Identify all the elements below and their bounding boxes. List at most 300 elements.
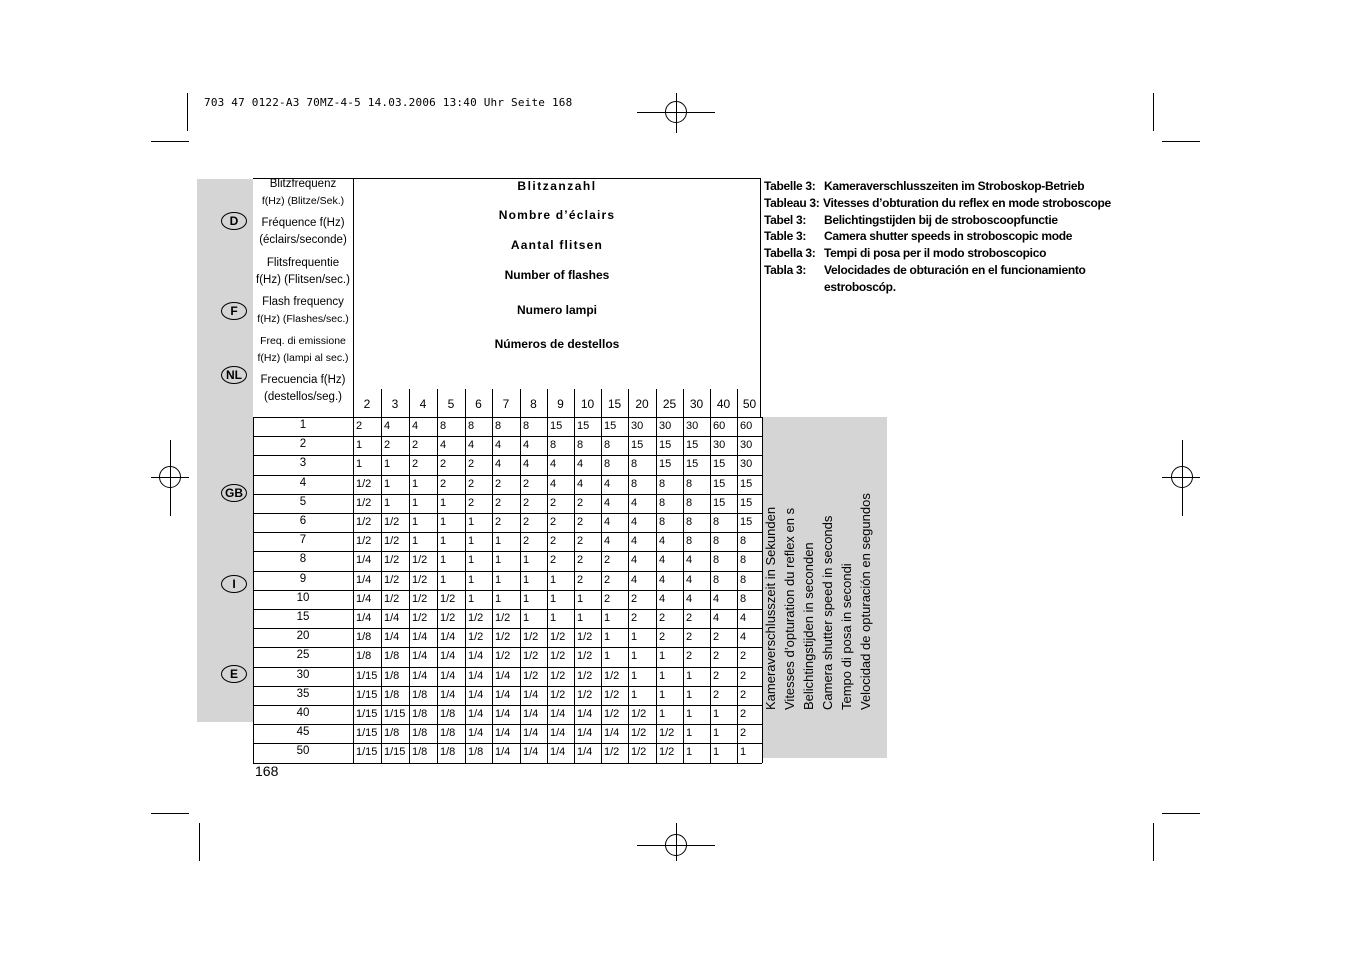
column-header-1: 3 bbox=[391, 397, 399, 411]
freq-label-it-1: Freq. di emissione bbox=[260, 335, 346, 347]
row-line bbox=[253, 455, 762, 456]
table-cell: 1/4 bbox=[550, 708, 566, 720]
column-header-3: 5 bbox=[447, 397, 455, 411]
header-separator bbox=[737, 389, 738, 417]
row-line bbox=[253, 417, 762, 418]
table-cell: 1/2 bbox=[523, 650, 539, 662]
table-cell: 8 bbox=[604, 458, 611, 470]
table-cell: 4 bbox=[659, 535, 666, 547]
table-cell: 1/2 bbox=[384, 593, 400, 605]
table-cell: 1/4 bbox=[523, 746, 539, 758]
table-cell: 2 bbox=[356, 420, 363, 432]
language-badge-nl: NL bbox=[221, 366, 247, 384]
table-cell: 8 bbox=[468, 420, 475, 432]
column-header-6: 8 bbox=[530, 397, 537, 411]
table-cell: 1/4 bbox=[550, 727, 566, 739]
language-badge-i: I bbox=[221, 575, 247, 593]
table-cell: 1/2 bbox=[412, 593, 428, 605]
table-cell: 1/4 bbox=[577, 746, 593, 758]
header-separator bbox=[520, 389, 521, 417]
row-frequency: 10 bbox=[296, 592, 310, 604]
table-cell: 8 bbox=[686, 535, 693, 547]
freq-label-de-2: f(Hz) (Blitze/Sek.) bbox=[261, 195, 345, 207]
row-frequency: 2 bbox=[299, 438, 307, 450]
table-cell: 1/2 bbox=[604, 670, 620, 682]
table-cell: 1/15 bbox=[356, 689, 378, 701]
table-cell: 2 bbox=[577, 535, 584, 547]
freq-label-es-2: (destellos/seg.) bbox=[264, 391, 342, 403]
table-cell: 2 bbox=[523, 516, 530, 528]
table-cell: 2 bbox=[468, 478, 475, 490]
table-cell: 1 bbox=[550, 612, 557, 624]
freq-label-nl-2: f(Hz) (Flitsen/sec.) bbox=[256, 274, 350, 286]
table-cell: 4 bbox=[686, 554, 693, 566]
table-cell: 1 bbox=[713, 727, 720, 739]
header-separator bbox=[492, 389, 493, 417]
header-separator bbox=[465, 389, 466, 417]
count-title-nl: Aantal flitsen bbox=[510, 238, 604, 252]
table-cell: 1 bbox=[550, 593, 557, 605]
table-cell: 8 bbox=[713, 554, 720, 566]
table-cell: 1 bbox=[550, 574, 557, 586]
table-cell: 1/4 bbox=[495, 670, 511, 682]
column-header-0: 2 bbox=[363, 397, 371, 411]
table-cell: 1 bbox=[631, 650, 638, 662]
table-cell: 60 bbox=[713, 420, 726, 432]
row-frequency: 30 bbox=[296, 669, 310, 681]
column-header-14: 50 bbox=[742, 397, 757, 411]
table-cell: 8 bbox=[631, 458, 638, 470]
table-cell: 2 bbox=[659, 612, 666, 624]
table-cell: 1/4 bbox=[356, 554, 372, 566]
table-cell: 30 bbox=[686, 420, 699, 432]
column-header-2: 4 bbox=[419, 397, 427, 411]
table-cell: 1/4 bbox=[468, 689, 484, 701]
table-cell: 4 bbox=[604, 478, 611, 490]
table-cell: 1 bbox=[495, 593, 502, 605]
table-cell: 15 bbox=[740, 516, 753, 528]
table-cell: 1/4 bbox=[577, 708, 593, 720]
table-cell: 1/4 bbox=[440, 670, 456, 682]
table-cell: 2 bbox=[686, 631, 693, 643]
table-cell: 4 bbox=[577, 478, 584, 490]
table-cell: 8 bbox=[550, 439, 557, 451]
table-cell: 8 bbox=[659, 516, 666, 528]
table-cell: 1/2 bbox=[631, 727, 647, 739]
table-cell: 1/2 bbox=[468, 612, 484, 624]
table-cell: 4 bbox=[523, 439, 530, 451]
table-cell: 1/4 bbox=[523, 689, 539, 701]
table-cell: 2 bbox=[713, 689, 720, 701]
row-frequency: 1 bbox=[299, 419, 307, 431]
flash-frequency-header bbox=[253, 179, 353, 417]
table-cell: 1 bbox=[384, 497, 391, 509]
count-title-es: Números de destellos bbox=[494, 337, 620, 351]
table-cell: 1/8 bbox=[440, 727, 456, 739]
row-frequency: 7 bbox=[299, 534, 307, 546]
table-cell: 1/4 bbox=[550, 746, 566, 758]
row-line bbox=[253, 532, 762, 533]
table-cell: 1/2 bbox=[384, 516, 400, 528]
table-cell: 2 bbox=[550, 516, 557, 528]
header-separator bbox=[409, 389, 410, 417]
freq-label-nl-1: Flitsfrequentie bbox=[266, 257, 340, 269]
table-cell: 2 bbox=[604, 593, 611, 605]
table-cell: 1/8 bbox=[468, 746, 484, 758]
table-cell: 4 bbox=[659, 593, 666, 605]
table-cell: 15 bbox=[713, 478, 726, 490]
table-cell: 2 bbox=[740, 650, 747, 662]
table-cell: 1 bbox=[468, 516, 475, 528]
table-cell: 1/4 bbox=[356, 593, 372, 605]
table-cell: 2 bbox=[550, 554, 557, 566]
table-cell: 1/2 bbox=[412, 612, 428, 624]
table-cell: 15 bbox=[686, 439, 699, 451]
table-cell: 1/4 bbox=[523, 727, 539, 739]
table-cell: 1 bbox=[713, 708, 720, 720]
table-cell: 1 bbox=[356, 439, 363, 451]
table-cell: 1/2 bbox=[577, 631, 593, 643]
row-line bbox=[253, 513, 762, 514]
row-frequency: 3 bbox=[299, 457, 307, 469]
table-cell: 15 bbox=[686, 458, 699, 470]
table-cell: 1 bbox=[686, 689, 693, 701]
table-cell: 1 bbox=[686, 670, 693, 682]
row-line bbox=[253, 743, 762, 744]
table-cell: 1/8 bbox=[412, 689, 428, 701]
table-cell: 4 bbox=[740, 631, 747, 643]
table-cell: 1/2 bbox=[577, 650, 593, 662]
table-cell: 1/2 bbox=[356, 478, 372, 490]
table-cell: 2 bbox=[550, 497, 557, 509]
column-header-5: 7 bbox=[502, 397, 510, 411]
header-separator bbox=[628, 389, 629, 417]
table-cell: 1 bbox=[604, 650, 611, 662]
table-cell: 2 bbox=[495, 478, 502, 490]
row-line bbox=[253, 551, 762, 552]
table-cell: 1 bbox=[468, 554, 475, 566]
table-cell: 2 bbox=[604, 554, 611, 566]
table-cell: 1 bbox=[468, 593, 475, 605]
table-cell: 2 bbox=[440, 458, 447, 470]
table-cell: 2 bbox=[495, 497, 502, 509]
shutter-label-es: Velocidad de opturación en segundos bbox=[858, 493, 873, 710]
table-cell: 8 bbox=[686, 478, 693, 490]
column-header-8: 10 bbox=[580, 397, 595, 411]
freq-label-gb-2: f(Hz) (Flashes/sec.) bbox=[257, 313, 349, 325]
table-cell: 1/8 bbox=[384, 670, 400, 682]
table-cell: 1/4 bbox=[468, 727, 484, 739]
table-cell: 2 bbox=[740, 708, 747, 720]
table-cell: 4 bbox=[604, 535, 611, 547]
table-cell: 1 bbox=[577, 593, 584, 605]
table-cell: 1/2 bbox=[412, 574, 428, 586]
table-cell: 60 bbox=[740, 420, 753, 432]
row-line bbox=[253, 705, 762, 706]
table-cell: 1 bbox=[356, 458, 363, 470]
table-cell: 1/2 bbox=[577, 689, 593, 701]
table-cell: 1/4 bbox=[356, 574, 372, 586]
table-cell: 1/2 bbox=[356, 497, 372, 509]
table-cell: 2 bbox=[604, 574, 611, 586]
table-cell: 1/8 bbox=[412, 727, 428, 739]
row-line bbox=[253, 667, 762, 668]
table-cell: 1/4 bbox=[495, 689, 511, 701]
table-cell: 8 bbox=[740, 593, 747, 605]
column-header-9: 15 bbox=[607, 397, 622, 411]
table-cell: 1/4 bbox=[468, 650, 484, 662]
table-cell: 1 bbox=[440, 516, 447, 528]
table-cell: 1/8 bbox=[440, 746, 456, 758]
table-cell: 8 bbox=[523, 420, 530, 432]
table-cell: 1 bbox=[659, 650, 666, 662]
table-cell: 4 bbox=[659, 574, 666, 586]
table-cell: 15 bbox=[713, 497, 726, 509]
table-cell: 1 bbox=[631, 670, 638, 682]
header-separator bbox=[601, 389, 602, 417]
table-cell: 1/2 bbox=[495, 650, 511, 662]
freq-label-de-1: Blitzfrequenz bbox=[269, 178, 337, 190]
table-cell: 1/8 bbox=[384, 727, 400, 739]
table-cell: 1/4 bbox=[440, 689, 456, 701]
table-cell: 15 bbox=[631, 439, 644, 451]
table-cell: 4 bbox=[495, 439, 502, 451]
table-cell: 1/4 bbox=[440, 631, 456, 643]
table-cell: 2 bbox=[713, 631, 720, 643]
count-title-fr: Nombre d’éclairs bbox=[498, 208, 616, 222]
row-frequency: 5 bbox=[299, 496, 307, 508]
table-cell: 30 bbox=[713, 439, 726, 451]
table-cell: 1/15 bbox=[356, 727, 378, 739]
freq-label-fr-2: (éclairs/seconde) bbox=[259, 234, 347, 246]
row-frequency: 8 bbox=[299, 553, 307, 565]
table-cell: 2 bbox=[523, 478, 530, 490]
table-cell: 1/2 bbox=[384, 554, 400, 566]
table-cell: 1 bbox=[440, 554, 447, 566]
table-cell: 1/2 bbox=[550, 650, 566, 662]
table-cell: 1/2 bbox=[440, 593, 456, 605]
table-cell: 1/2 bbox=[495, 631, 511, 643]
language-badge-gb: GB bbox=[221, 484, 247, 502]
table-cell: 4 bbox=[686, 574, 693, 586]
table-cell: 1/4 bbox=[468, 708, 484, 720]
table-cell: 1/8 bbox=[384, 650, 400, 662]
table-cell: 2 bbox=[631, 612, 638, 624]
table-cell: 1/2 bbox=[604, 746, 620, 758]
table-cell: 4 bbox=[440, 439, 447, 451]
row-line bbox=[253, 686, 762, 687]
table-cell: 2 bbox=[468, 497, 475, 509]
table-cell: 1/2 bbox=[384, 574, 400, 586]
row-frequency: 20 bbox=[296, 630, 310, 642]
shutter-speed-labels bbox=[762, 417, 887, 758]
table-cell: 1/4 bbox=[495, 746, 511, 758]
row-line bbox=[253, 609, 762, 610]
table-cell: 1 bbox=[468, 574, 475, 586]
table-cell: 2 bbox=[713, 650, 720, 662]
table-cell: 2 bbox=[440, 478, 447, 490]
table-cell: 4 bbox=[713, 593, 720, 605]
table-cell: 1 bbox=[659, 708, 666, 720]
table-cell: 1/2 bbox=[440, 612, 456, 624]
table-cell: 1 bbox=[440, 574, 447, 586]
table-cell: 1/15 bbox=[356, 746, 378, 758]
table-cell: 30 bbox=[740, 439, 753, 451]
row-frequency: 35 bbox=[296, 688, 310, 700]
table-cell: 1/2 bbox=[523, 631, 539, 643]
table-cell: 4 bbox=[523, 458, 530, 470]
table-cell: 1/4 bbox=[577, 727, 593, 739]
table-cell: 2 bbox=[713, 670, 720, 682]
table-cell: 2 bbox=[577, 497, 584, 509]
table-cell: 1/15 bbox=[356, 670, 378, 682]
row-line bbox=[253, 763, 762, 764]
table-cell: 2 bbox=[577, 554, 584, 566]
table-cell: 1 bbox=[440, 497, 447, 509]
count-title-it: Numero lampi bbox=[516, 303, 597, 317]
table-cell: 4 bbox=[604, 516, 611, 528]
table-cell: 4 bbox=[631, 516, 638, 528]
table-cell: 1 bbox=[713, 746, 720, 758]
table-cell: 2 bbox=[740, 689, 747, 701]
freq-label-it-2: f(Hz) (lampi al sec.) bbox=[257, 352, 349, 364]
table-cell: 2 bbox=[468, 458, 475, 470]
table-cell: 8 bbox=[440, 420, 447, 432]
table-cell: 1 bbox=[523, 612, 530, 624]
table-cell: 1/8 bbox=[384, 689, 400, 701]
language-strip bbox=[197, 179, 253, 722]
table-cell: 1/4 bbox=[523, 708, 539, 720]
row-line bbox=[253, 724, 762, 725]
table-cell: 4 bbox=[495, 458, 502, 470]
table-cell: 1 bbox=[659, 670, 666, 682]
table-cell: 4 bbox=[631, 574, 638, 586]
table-cell: 1/2 bbox=[659, 727, 675, 739]
table-cell: 4 bbox=[550, 478, 557, 490]
table-cell: 1/15 bbox=[384, 746, 406, 758]
table-cell: 8 bbox=[495, 420, 502, 432]
table-cell: 1/2 bbox=[631, 746, 647, 758]
table-cell: 1/4 bbox=[412, 631, 428, 643]
table-cell: 2 bbox=[495, 516, 502, 528]
table-cell: 15 bbox=[740, 478, 753, 490]
table-cell: 8 bbox=[659, 497, 666, 509]
column-header-7: 9 bbox=[557, 397, 564, 411]
row-frequency: 9 bbox=[299, 573, 307, 585]
language-badge-f: F bbox=[221, 302, 247, 320]
table-cell: 1 bbox=[523, 593, 530, 605]
table-cell: 2 bbox=[384, 439, 391, 451]
shutter-label-fr: Vitesses d’opturation du reflex en s bbox=[782, 507, 797, 710]
table-cell: 1/8 bbox=[412, 746, 428, 758]
table-cell: 1 bbox=[604, 631, 611, 643]
row-frequency: 25 bbox=[296, 649, 310, 661]
table-cell: 2 bbox=[577, 574, 584, 586]
header-separator bbox=[381, 389, 382, 417]
table-cell: 1 bbox=[412, 535, 419, 547]
language-badge-d: D bbox=[221, 212, 247, 230]
table-cell: 4 bbox=[740, 612, 747, 624]
shutter-label-de: Kameraverschlusszeit in Sekunden bbox=[763, 506, 778, 710]
table-cell: 4 bbox=[631, 535, 638, 547]
column-header-4: 6 bbox=[475, 397, 482, 411]
table-cell: 1 bbox=[384, 478, 391, 490]
table-cell: 1/2 bbox=[604, 708, 620, 720]
freq-label-gb-1: Flash frequency bbox=[262, 296, 344, 308]
table-cell: 15 bbox=[550, 420, 563, 432]
table-cell: 1/2 bbox=[577, 670, 593, 682]
table-cell: 8 bbox=[740, 554, 747, 566]
table-cell: 4 bbox=[577, 458, 584, 470]
table-cell: 2 bbox=[550, 535, 557, 547]
table-cell: 1 bbox=[686, 746, 693, 758]
table-cell: 1/2 bbox=[412, 554, 428, 566]
table-cell: 1 bbox=[631, 631, 638, 643]
table-cell: 1/2 bbox=[356, 535, 372, 547]
table-cell: 2 bbox=[412, 439, 419, 451]
table-cell: 1/2 bbox=[659, 746, 675, 758]
row-frequency: 4 bbox=[299, 477, 307, 489]
table-cell: 1 bbox=[468, 535, 475, 547]
table-cell: 1 bbox=[412, 478, 419, 490]
table-cell: 2 bbox=[523, 535, 530, 547]
table-cell: 8 bbox=[713, 516, 720, 528]
table-cell: 4 bbox=[631, 554, 638, 566]
table-cell: 4 bbox=[468, 439, 475, 451]
table-cell: 1 bbox=[659, 689, 666, 701]
shutter-label-nl: Belichtingstijden in seconden bbox=[801, 542, 816, 710]
table-cell: 1/4 bbox=[495, 727, 511, 739]
table-cell: 2 bbox=[740, 670, 747, 682]
table-cell: 4 bbox=[713, 612, 720, 624]
table-cell: 2 bbox=[686, 650, 693, 662]
table-cell: 1 bbox=[631, 689, 638, 701]
table-cell: 4 bbox=[604, 497, 611, 509]
count-title-gb: Number of flashes bbox=[504, 268, 610, 282]
table-cell: 1 bbox=[412, 497, 419, 509]
table-cell: 1 bbox=[740, 746, 747, 758]
table-cell: 1/2 bbox=[631, 708, 647, 720]
table-cell: 8 bbox=[577, 439, 584, 451]
header-separator bbox=[710, 389, 711, 417]
table-cell: 1/15 bbox=[384, 708, 406, 720]
table-cell: 15 bbox=[577, 420, 590, 432]
header-separator bbox=[683, 389, 684, 417]
table-cell: 2 bbox=[740, 727, 747, 739]
table-cell: 1/4 bbox=[412, 670, 428, 682]
row-line bbox=[253, 494, 762, 495]
table-cell: 1/2 bbox=[468, 631, 484, 643]
table-cell: 2 bbox=[577, 516, 584, 528]
table-cell: 15 bbox=[713, 458, 726, 470]
header-separator bbox=[437, 389, 438, 417]
table-cell: 15 bbox=[659, 439, 672, 451]
table-cell: 1 bbox=[686, 727, 693, 739]
table-cell: 15 bbox=[659, 458, 672, 470]
table-cell: 1/4 bbox=[440, 650, 456, 662]
table-cell: 1/2 bbox=[604, 689, 620, 701]
table-cell: 2 bbox=[412, 458, 419, 470]
header-separator bbox=[656, 389, 657, 417]
freq-label-fr-1: Fréquence f(Hz) bbox=[261, 217, 345, 229]
table-cell: 1 bbox=[412, 516, 419, 528]
table-cell: 1/4 bbox=[384, 631, 400, 643]
table-cell: 1/2 bbox=[523, 670, 539, 682]
print-header: 703 47 0122-A3 70MZ-4-5 14.03.2006 13:40 Uhr Seite 168 bbox=[204, 96, 573, 109]
table-cell: 30 bbox=[659, 420, 672, 432]
table-cell: 4 bbox=[550, 458, 557, 470]
row-frequency: 45 bbox=[296, 726, 310, 738]
